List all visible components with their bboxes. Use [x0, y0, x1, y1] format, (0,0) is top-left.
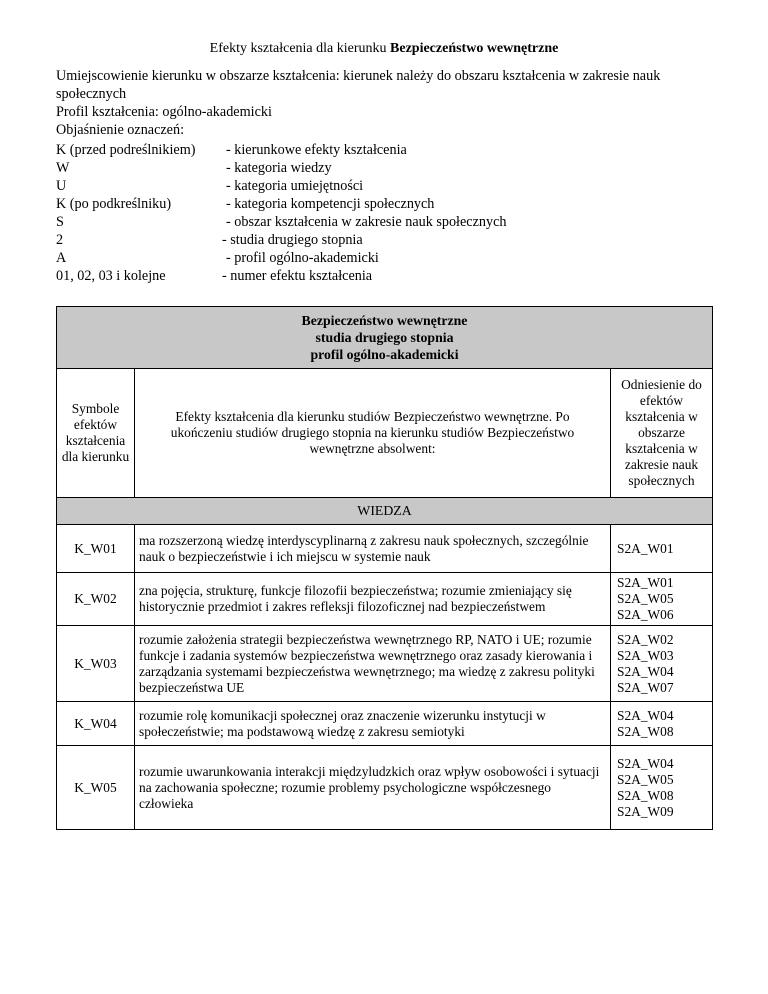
legend-key: K (po podkreślniku) — [56, 196, 172, 212]
category-row — [57, 498, 713, 525]
legend-description: - kierunkowe efekty kształcenia — [226, 142, 407, 158]
outcome-description: rozumie założenia strategii bezpieczeństwa wewnętrznego RP, NATO i UE; rozumie funkcje i zadania systemów bezpieczeństwa wewnętrznego oraz zasady kierowania i zarządzania systemami bezpieczeństwa wewnętrznego; ma wiedzę z zakresu polityki bezpieczeństwa UE — [135, 626, 611, 702]
title-prefix: Efekty kształcenia dla kierunku — [209, 41, 387, 56]
column-header-reference: Odniesienie do efektów kształcenia w obszarze kształcenia w zakresie nauk społecznych — [611, 369, 713, 498]
table-title-line2: studia drugiego stopnia — [315, 330, 454, 345]
outcome-symbol: K_W02 — [57, 573, 135, 626]
outcome-symbol: K_W03 — [57, 626, 135, 702]
outcome-references — [611, 525, 713, 573]
column-header-row — [57, 369, 713, 498]
legend-description: - studia drugiego stopnia — [222, 232, 363, 248]
table-title-line1: Bezpieczeństwo wewnętrzne — [301, 313, 468, 328]
reference-code: S2A_W08 — [617, 723, 674, 739]
table-title-row — [57, 307, 713, 369]
outcome-references — [611, 626, 713, 702]
reference-code: S2A_W04 — [617, 707, 674, 723]
intro-section — [56, 67, 726, 139]
table-row — [57, 525, 713, 573]
legend-row — [56, 267, 616, 285]
outcome-description: zna pojęcia, strukturę, funkcje filozofii bezpieczeństwa; rozumie zmieniający się historycznie przedmiot i zakres refleksji filozoficznej nad bezpieczeństwem — [135, 573, 611, 626]
legend-key: 01, 02, 03 i kolejne — [56, 268, 166, 284]
title-bold: Bezpieczeństwo wewnętrzne — [390, 41, 559, 56]
legend-description: - profil ogólno-akademicki — [226, 250, 379, 266]
outcome-description: rozumie uwarunkowania interakcji międzyludzkich oraz wpływ osobowości i sytuacji na zachowania społeczne; rozumie problemy psychologiczne współczesnego człowieka — [135, 746, 611, 830]
outcome-symbol: K_W04 — [57, 702, 135, 746]
table-row — [57, 746, 713, 830]
legend-row — [56, 159, 616, 177]
intro-profile: Profil kształcenia: ogólno-akademicki — [56, 104, 272, 120]
legend-description: - numer efektu kształcenia — [222, 268, 373, 284]
legend-key: W — [56, 160, 70, 176]
reference-code: S2A_W01 — [617, 540, 674, 556]
table-title-cell — [57, 307, 713, 369]
outcome-symbol: K_W01 — [57, 525, 135, 573]
legend-key: 2 — [56, 232, 64, 248]
reference-code: S2A_W01 — [617, 575, 674, 590]
reference-code: S2A_W06 — [617, 607, 674, 622]
legend-key: S — [56, 214, 64, 230]
intro-legend-heading: Objaśnienie oznaczeń: — [56, 122, 185, 138]
legend-description: - kategoria umiejętności — [226, 178, 364, 194]
reference-code: S2A_W05 — [617, 771, 674, 787]
column-header-symbols: Symbole efektów kształcenia dla kierunku — [57, 369, 135, 498]
outcome-references — [611, 702, 713, 746]
legend-key: U — [56, 178, 67, 194]
legend-key: K (przed podreślnikiem) — [56, 142, 196, 158]
legend-description: - kategoria wiedzy — [226, 160, 332, 176]
outcome-references — [611, 746, 713, 830]
legend-row — [56, 177, 616, 195]
legend-description: - obszar kształcenia w zakresie nauk społecznych — [226, 214, 507, 230]
legend-row — [56, 195, 616, 213]
table-row — [57, 702, 713, 746]
legend-row — [56, 141, 616, 159]
outcome-description: ma rozszerzoną wiedzę interdyscyplinarną z zakresu nauk społecznych, szczególnie nauk o bezpieczeństwie i ich miejscu w systemie nauk — [135, 525, 611, 573]
table-title-line3: profil ogólno-akademicki — [310, 347, 459, 362]
page-title — [0, 40, 768, 57]
legend-row — [56, 231, 616, 249]
outcome-references — [611, 573, 713, 626]
reference-code: S2A_W05 — [617, 591, 674, 606]
reference-code: S2A_W09 — [617, 803, 674, 819]
reference-code: S2A_W03 — [617, 647, 674, 663]
legend-row — [56, 249, 616, 267]
reference-code: S2A_W04 — [617, 663, 674, 679]
reference-code: S2A_W04 — [617, 755, 674, 771]
learning-outcomes-table — [56, 306, 713, 830]
intro-area: Umiejscowienie kierunku w obszarze kształcenia: kierunek należy do obszaru kształcenia w zakresie nauk społecznych — [56, 68, 661, 102]
outcome-description: rozumie rolę komunikacji społecznej oraz znaczenie wizerunku instytucji w społeczeństwie; ma podstawową wiedzę z zakresu semiotyki — [135, 702, 611, 746]
legend — [56, 141, 616, 285]
legend-description: - kategoria kompetencji społecznych — [226, 196, 435, 212]
reference-code: S2A_W07 — [617, 679, 674, 695]
reference-code: S2A_W02 — [617, 631, 674, 647]
category-label: WIEDZA — [57, 498, 713, 525]
outcome-symbol: K_W05 — [57, 746, 135, 830]
column-header-description: Efekty kształcenia dla kierunku studiów Bezpieczeństwo wewnętrzne. Po ukończeniu studiów drugiego stopnia na kierunku studiów Bezpieczeństwo wewnętrzne absolwent: — [135, 369, 611, 498]
table-row — [57, 573, 713, 626]
table-row — [57, 626, 713, 702]
legend-key: A — [56, 250, 67, 266]
legend-row — [56, 213, 616, 231]
reference-code: S2A_W08 — [617, 787, 674, 803]
